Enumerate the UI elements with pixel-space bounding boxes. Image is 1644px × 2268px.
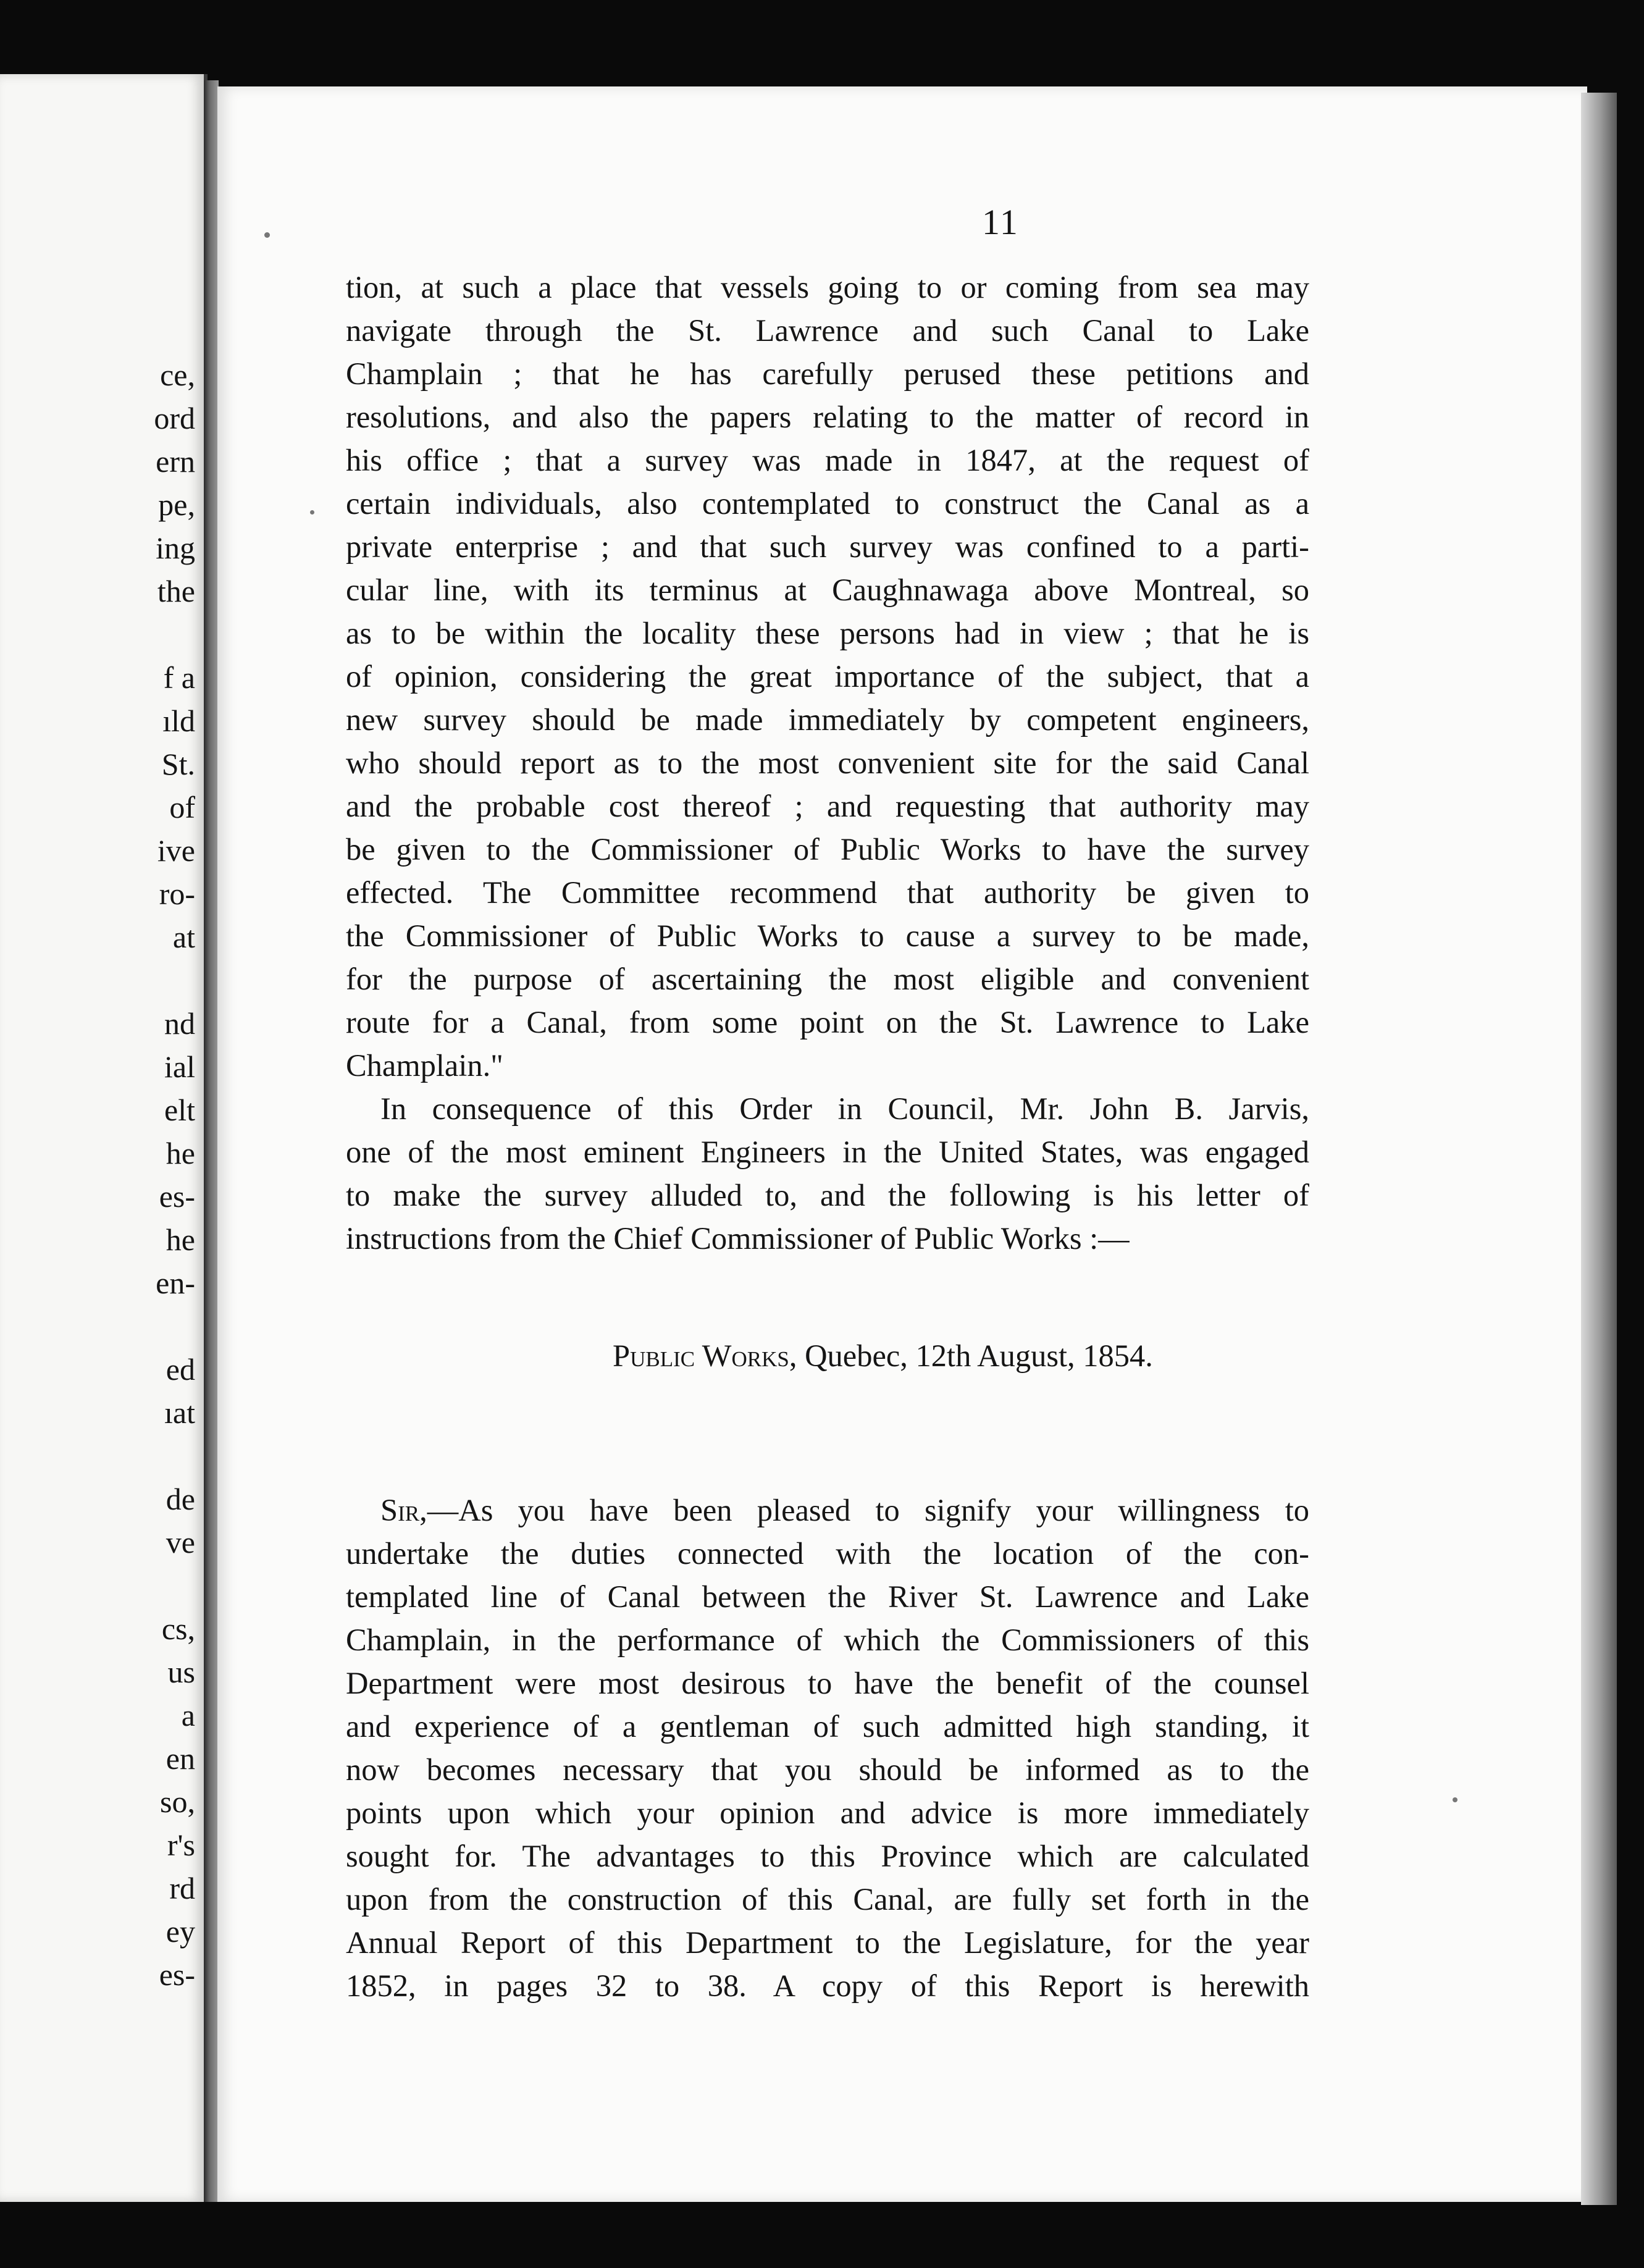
quoted-report-text [346,266,1309,1260]
letter-line: points upon which your opinion and advice is more immediately [346,1796,1309,1830]
fragment-line: elt [164,1093,195,1127]
paragraph-line: instructions from the Chief Commissioner of Public Works :— [346,1221,1130,1256]
book-gutter [204,80,219,2202]
body-line: who should report as to the most convenient site for the said Canal [346,746,1309,780]
fragment-line: he [166,1222,195,1257]
fragment-line: so, [160,1784,195,1819]
fragment-line: ern [156,444,195,479]
fragment-line: he [166,1136,195,1170]
body-line: tion, at such a place that vessels going to or coming from sea may [346,270,1309,304]
main-page [217,86,1587,2202]
letter-line: Department were most desirous to have the benefit of the counsel [346,1666,1309,1700]
dateline-heading: Public Works [613,1338,789,1373]
letter-line: Annual Report of this Department to the Legislature, for the year [346,1925,1309,1960]
page-number: 11 [982,202,1019,242]
body-line: for the purpose of ascertaining the most eligible and convenient [346,962,1309,996]
letter-first-line-text: —As you have been pleased to signify your willingness to [427,1493,1309,1527]
letter-text [346,1489,1309,2007]
fragment-line: ce, [160,358,195,392]
fragment-line [154,613,195,656]
fragment-line [154,1304,195,1348]
fragment-line: ord [154,401,195,435]
body-line: of opinion, considering the great importance of the subject, that a [346,659,1309,694]
body-line: his office ; that a survey was made in 1847, at the request of [346,443,1309,477]
letter-line: undertake the duties connected with the location of the con- [346,1536,1309,1571]
body-line: route for a Canal, from some point on the St. Lawrence to Lake [346,1005,1309,1040]
fragment-line: en- [156,1266,195,1300]
fragment-line: ial [164,1049,195,1084]
letter-line: Champlain, in the performance of which the Commissioners of this [346,1623,1309,1657]
body-line: Champlain ; that he has carefully perused these petitions and [346,356,1309,391]
body-line: and the probable cost thereof ; and requesting that authority may [346,789,1309,823]
fragment-line: f a [163,660,195,695]
letter-line: sought for. The advantages to this Province which are calculated [346,1839,1309,1873]
body-line: the Commissioner of Public Works to cause a survey to be made, [346,918,1309,953]
fragment-line: a [174,1698,195,1732]
fragment-line: ıld [162,704,195,738]
body-line: certain individuals, also contemplated to construct the Canal as a [346,486,1309,521]
letter-line: and experience of a gentleman of such admitted high standing, it [346,1709,1309,1744]
scan-speck [310,510,314,514]
body-line: resolutions, and also the papers relating to the matter of record in [346,400,1309,434]
page-edge-shadow [1581,93,1617,2205]
letter-line: 1852, in pages 32 to 38. A copy of this Report is herewith [346,1968,1309,2003]
fragment-line: the [157,574,195,608]
fragment-line: ıat [164,1395,195,1430]
letter-dateline [613,1334,1354,1377]
previous-page-fragment [0,74,208,2202]
fragment-line [154,959,195,1002]
body-line: as to be within the locality these persons had in view ; that he is [346,616,1309,650]
scan-speck [264,232,270,238]
paragraph-line: In consequence of this Order in Council, Mr. John B. Jarvis, [380,1091,1309,1126]
letter-salutation: Sir, [380,1493,427,1527]
fragment-line [154,1564,195,1607]
fragment-line: ey [166,1914,195,1949]
fragment-line: de [166,1482,195,1516]
letter-line: upon from the construction of this Canal, are fully set forth in the [346,1882,1309,1917]
paragraph-line: to make the survey alluded to, and the following is his letter of [346,1178,1309,1212]
letter-line: templated line of Canal between the River St. Lawrence and Lake [346,1579,1309,1614]
fragment-line [154,1434,195,1477]
fragment-line: en [166,1741,195,1776]
body-line: private enterprise ; and that such survey was confined to a parti- [346,529,1309,564]
body-line: new survey should be made immediately by competent engineers, [346,702,1309,737]
body-line: effected. The Committee recommend that authority be given to [346,875,1309,910]
dateline-place-date: , Quebec, 12th August, 1854. [789,1338,1153,1373]
fragment-line: r's [167,1828,195,1862]
letter-first-line [346,1489,1309,1532]
body-line: Champlain." [346,1048,503,1083]
fragment-line: es- [159,1179,195,1214]
fragment-line: pe, [158,487,195,522]
fragment-line: ive [157,833,195,868]
fragment-line: ro- [159,876,195,911]
letter-line: now becomes necessary that you should be informed as to the [346,1752,1309,1787]
fragment-line: es- [159,1957,195,1992]
fragment-line: ve [166,1525,195,1560]
scan-speck [1453,1797,1457,1802]
body-line: cular line, with its terminus at Caughnawaga above Montreal, so [346,573,1309,607]
fragment-line: cs, [161,1611,195,1646]
fragment-line: ed [166,1352,195,1387]
fragment-line: St. [161,747,195,781]
body-line: be given to the Commissioner of Public Works to have the survey [346,832,1309,867]
fragment-line: at [165,920,195,954]
fragment-line: nd [164,1006,195,1041]
fragment-line: us [167,1655,195,1689]
fragment-line: rd [169,1871,195,1905]
body-line: navigate through the St. Lawrence and such Canal to Lake [346,313,1309,348]
paragraph-line: one of the most eminent Engineers in the United States, was engaged [346,1135,1309,1169]
fragment-line: ing [156,531,195,565]
previous-page-line-endings [154,353,195,1996]
fragment-line: of [161,790,195,825]
